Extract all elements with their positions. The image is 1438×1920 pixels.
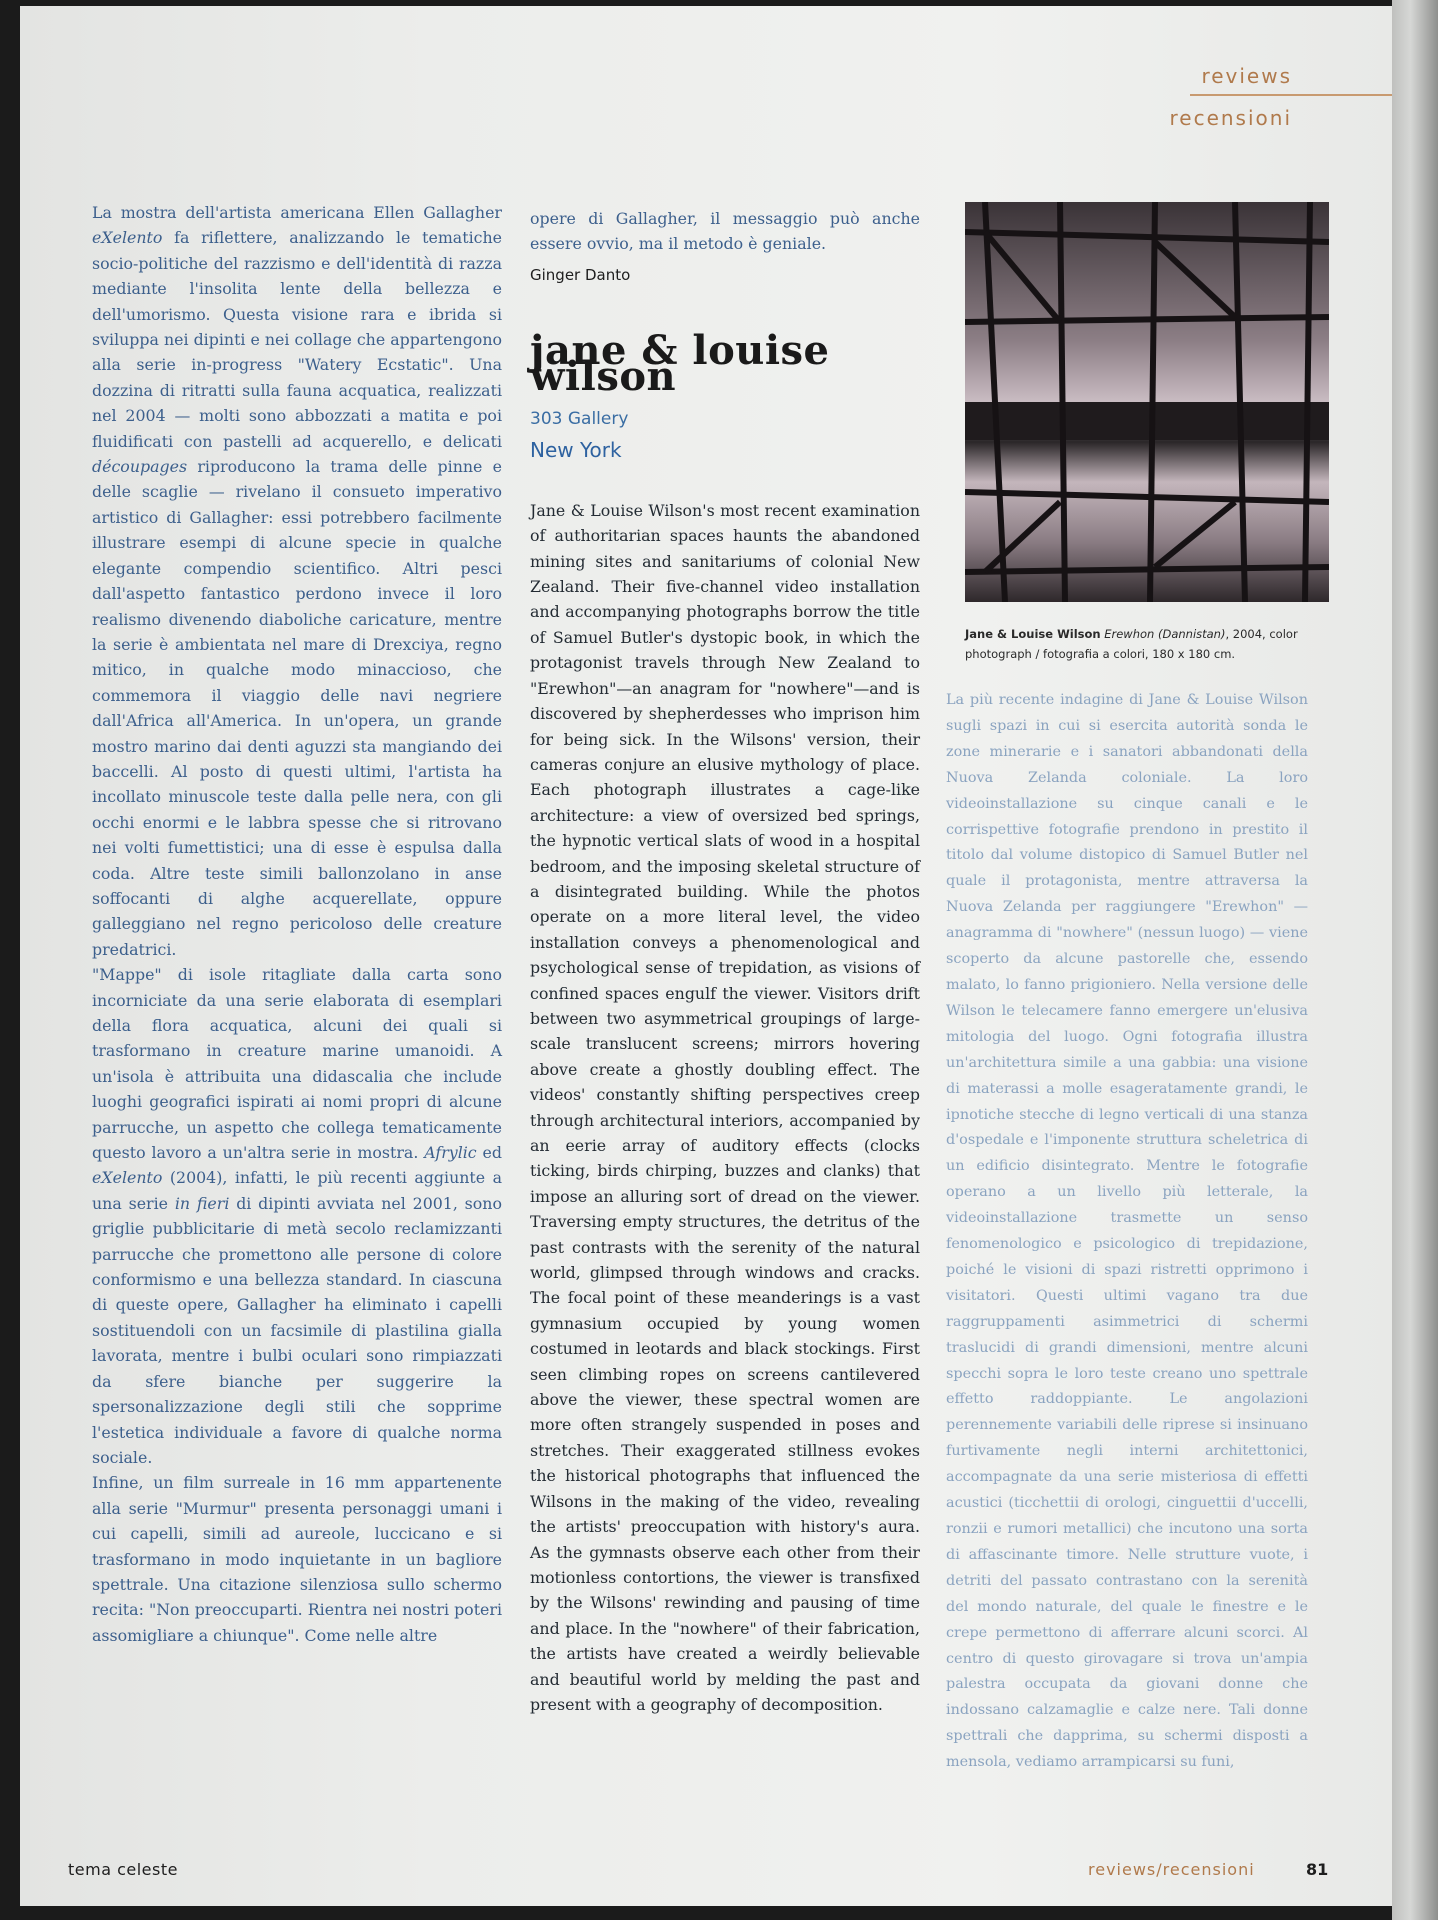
gallery-city: New York: [530, 438, 622, 463]
left-paragraph-1: La mostra dell'artista americana Ellen Gallagher eXelento fa riflettere, analizzando le tematiche socio-politiche del razzismo e dell'identità di razza mediante l'insolita lente della bellezza e dell'umorismo. Questa visione rara e ibrida si sviluppa nei dipinti e nei collage che appartengono alla serie in-progress "Watery Ecstatic". Una dozzina di ritratti sulla fauna acquatica, realizzati nel 2004 — molti sono abbozzati a matita e poi fluidificati con pastelli ad acquerello, e delicati découpages riproducono la trama delle pinne e delle scaglie — rivelano il consueto imperativo artistico di Gallagher: essi potrebbero facilmente illustrare esempi di alcune specie in qualche elegante compendio scientifico. Altri pesci dall'aspetto fantastico perdono invece il loro realismo divenendo diaboliche caricature, mentre la serie è ambientata nel mare di Drexciya, regno mitico, in qualche modo minaccioso, che commemora il viaggio delle navi negriere dall'Africa all'America. In un'opera, un grande mostro marino dai denti aguzzi sta mangiando dei baccelli. Al posto di questi ultimi, l'artista ha incollato minuscole teste dalla pelle nera, con gli occhi enormi e le labbra spesse che si ritrovano nei volti fumettistici; una di esse è espulsa dalla coda. Altre teste simili ballonzolano in anse soffocanti di alghe acquerellate, oppure galleggiano nel regno pericoloso delle creature predatrici.: [92, 203, 503, 959]
magazine-page: [20, 6, 1392, 1906]
scaffold-reflection-image: [965, 202, 1329, 602]
artwork-photo: [965, 202, 1329, 602]
caption-artist: Jane & Louise Wilson: [965, 627, 1101, 641]
italian-translation-body: La più recente indagine di Jane & Louise Wilson sugli spazi in cui si esercita autorità sonda le zone minerarie e i sanatori abbandonati della Nuova Zelanda coloniale. La loro videoinstallazione su cinque canali e le corrispettive fotografie prendono in prestito il titolo dal volume distopico di Samuel Butler nel quale il protagonista, mentre attraversa la Nuova Zelanda per raggiungere "Erewhon" — anagramma di "nowhere" (nessun luogo) — viene scoperto da alcune pastorelle che, essendo malato, lo fanno prigioniero. Nella versione delle Wilson le telecamere fanno emergere un'elusiva mitologia del luogo. Ogni fotografia illustra un'architettura simile a una gabbia: una visione di materassi a molle esageratamente grandi, le ipnotiche stecche di legno verticali di una stanza d'ospedale e l'imponente struttura scheletrica di un edificio disintegrato. Mentre le fotografie operano a un livello più letterale, la videoinstallazione trasmette un senso fenomenologico e psicologico di trepidazione, poiché le visioni di spazi ristretti opprimono i visitatori. Questi ultimi vagano tra due raggruppamenti asimmetrici di schermi traslucidi di grandi dimensioni, mentre alcuni specchi sopra le loro teste creano uno spettrale effetto raddoppiante. Le angolazioni perennemente variabili delle riprese si insinuano furtivamente negli interni architettonici, accompagnate da una serie misteriosa di effetti acustici (ticchettii di orologi, cinguettii d'uccelli, ronzii e rumori metallici) che incutono una sorta di affascinante timore. Nelle strutture vuote, i detriti del passato contrastano con la serenità del mondo naturale, del quale le finestre e le crepe permettono di afferrare alcuni scorci. Al centro di questo girovagare si trova un'ampia palestra occupata da giovani donne che indossano calzamaglie e calze nere. Tali donne spettrali che dapprima, su schermi disposti a mensola, vediamo arrampicarsi su funi,: [946, 692, 1308, 1771]
term-decoupages: découpages: [92, 457, 188, 477]
left-column-italian-review: [92, 200, 502, 1648]
review-author: Ginger Danto: [530, 265, 631, 284]
work-title-exelento: eXelento: [92, 228, 163, 248]
previous-review-ending: opere di Gallagher, il messaggio può anche essere ovvio, ma il metodo è geniale.: [530, 209, 920, 254]
gallery-name: 303 Gallery: [530, 409, 629, 430]
caption-details: , 2004, color photograph / fotografia a colori, 180 x 180 cm.: [965, 627, 1298, 661]
right-column-italian-translation: [946, 688, 1308, 1776]
term-in-fieri: in fieri: [174, 1193, 230, 1213]
review-headline: jane & louise wilson: [530, 327, 830, 400]
section-rule: [1190, 94, 1392, 96]
section-tag-recensioni: recensioni: [1169, 106, 1292, 130]
english-review-body: Jane & Louise Wilson's most recent examination of authoritarian spaces haunts the abandoned mining sites and sanitariums of colonial New Zealand. Their five-channel video installation and accompanying photographs borrow the title of Samuel Butler's dystopic book, in which the protagonist travels through New Zealand to "Erewhon"—an anagram for "nowhere"—and is discovered by shepherdesses who imprison him for being sick. In the Wilsons' version, their cameras conjure an elusive mythology of place. Each photograph illustrates a cage-like architecture: a view of oversized bed springs, the hypnotic vertical slats of wood in a hospital bedroom, and the imposing skeletal structure of a disintegrated building. While the photos operate on a more literal level, the video installation conveys a phenomenological and psychological sense of trepidation, as visions of confined spaces engulf the viewer. Visitors drift between two asymmetrical groupings of large-scale translucent screens; mirrors hovering above create a ghostly doubling effect. The videos' constantly shifting perspectives creep through architectural interiors, accompanied by an eerie array of auditory effects (clocks ticking, birds chirping, buzzes and clanks) that impose an alluring sort of dread on the viewer. Traversing empty structures, the detritus of the past contrasts with the serenity of the natural world, glimpsed through windows and cracks. The focal point of these meanderings is a vast gymnasium occupied by young women costumed in leotards and black stockings. First seen climbing ropes on screens cantilevered above the viewer, these spectral women are more often strangely suspended in poses and stretches. Their exaggerated stillness evokes the historical photographs that influenced the Wilsons in the making of the video, revealing the artists' preoccupation with history's aura. As the gymnasts observe each other from their motionless contortions, the viewer is transfixed by the Wilsons' rewinding and pausing of time and place. In the "nowhere" of their fabrication, the artists have created a weirdly believable and beautiful world by melding the past and present with a geography of decomposition.: [530, 500, 920, 1714]
left-paragraph-3: Infine, un film surreale in 16 mm appartenente alla serie "Murmur" presenta personaggi umani i cui capelli, simili ad aureole, luccicano e si trasformano in modo inquietante in un bagliore spettrale. Una citazione silenziosa sullo schermo recita: "Non preoccuparti. Rientra nei nostri poteri assomigliare a chiunque". Come nelle altre: [92, 1473, 502, 1645]
photo-caption: [965, 624, 1325, 664]
middle-column: [530, 206, 920, 1717]
work-title-afrylic: Afrylic: [424, 1143, 477, 1163]
section-tag-reviews: reviews: [1201, 64, 1292, 88]
magazine-name: tema celeste: [68, 1860, 178, 1879]
footer-section-label: reviews/recensioni: [1088, 1860, 1255, 1879]
adjacent-page-edge: [1392, 0, 1438, 1920]
caption-title: Erewhon (Dannistan): [1104, 627, 1226, 641]
work-title-exelento-2: eXelento: [92, 1168, 163, 1188]
page-number: 81: [1306, 1860, 1329, 1879]
left-paragraph-2: "Mappe" di isole ritagliate dalla carta sono incorniciate da una serie elaborata di esemplari della flora acquatica, alcuni dei quali si trasformano in creature marine umanoidi. A un'isola è attribuita una didascalia che include luoghi geografici ispirati ai nomi propri di alcune parrucche, un aspetto che collega tematicamente questo lavoro a un'altra serie in mostra. Afrylic ed eXelento (2004), infatti, le più recenti aggiunte a una serie in fieri di dipinti avviata nel 2001, sono griglie pubblicitarie di metà secolo reclamizzanti parrucche che promettono alle persone di colore conformismo e una bellezza standard. In ciascuna di queste opere, Gallagher ha eliminato i capelli sostituendoli con un facsimile di plastilina gialla lavorata, mentre i bulbi oculari sono rimpiazzati da sfere bianche per suggerire la spersonalizzazione degli stili che sopprime l'estetica individuale a favore di qualche norma sociale.: [92, 965, 503, 1467]
